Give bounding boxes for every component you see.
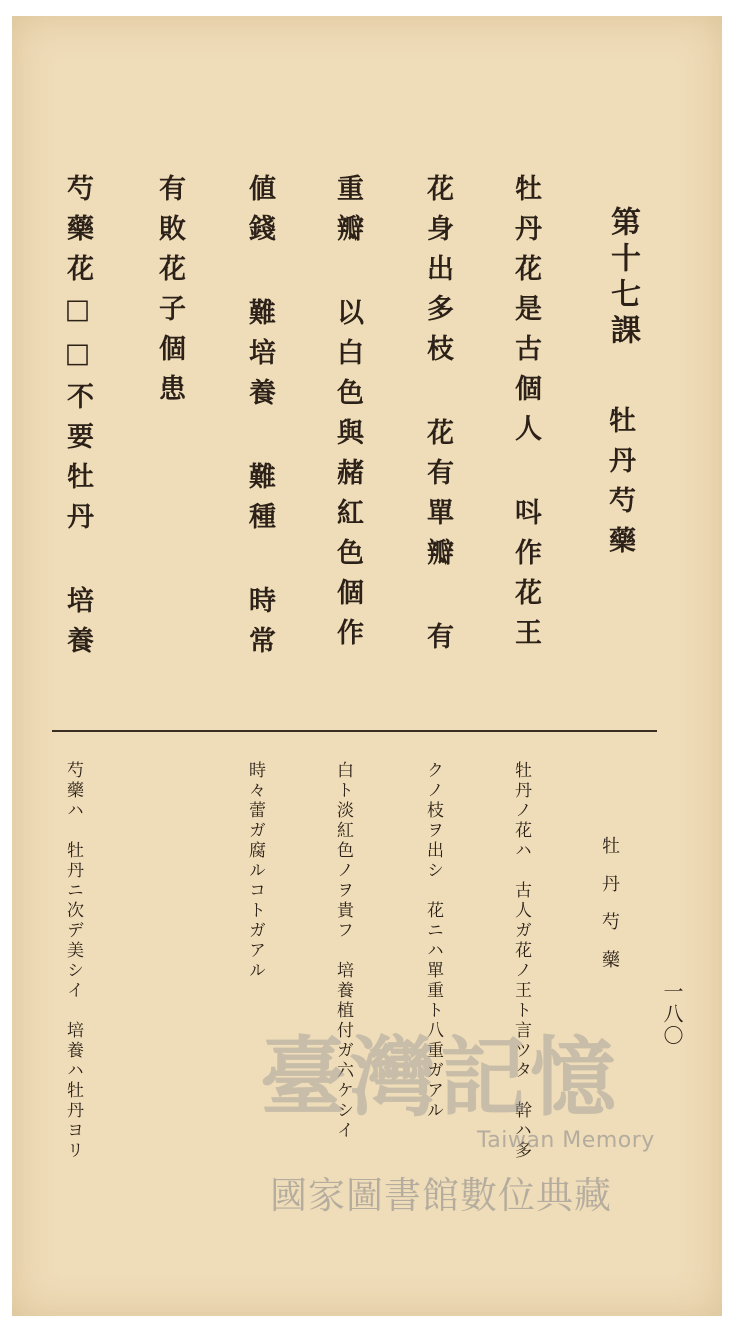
watermark-chinese: 國家圖書館數位典藏 bbox=[270, 1174, 612, 1217]
watermark-logo: 臺灣記憶 bbox=[260, 1027, 620, 1128]
translation-column-1: 牡丹ノ花ハ 古人ガ花ノ王ト言ツタ 幹ハ多 bbox=[511, 761, 531, 1161]
section-divider bbox=[52, 730, 657, 732]
lesson-subtitle: 牡丹芍藥 bbox=[604, 406, 635, 566]
watermark-english: Taiwan Memory bbox=[477, 1128, 655, 1153]
translation-column-4: 時々蕾ガ腐ルコトガアル bbox=[245, 761, 265, 981]
main-text-column-5: 有敗花子個患 bbox=[154, 174, 185, 414]
main-text-column-2: 花身出多枝 花有單瓣 有 bbox=[422, 174, 453, 662]
main-text-column-4: 値錢 難培養 難種 時常 bbox=[244, 174, 275, 666]
translation-column-5: 芍藥ハ 牡丹ニ次デ美シイ 培養ハ牡丹ヨリ bbox=[63, 761, 83, 1161]
translation-column-2: クノ枝ヲ出シ 花ニハ單重ト八重ガアル bbox=[423, 761, 443, 1121]
page-number: 一八〇 bbox=[660, 981, 684, 1047]
lesson-title: 第十七課 bbox=[605, 206, 640, 350]
main-text-column-6: 芍藥花□□不要牡丹 培養 bbox=[62, 174, 93, 666]
main-text-column-1: 牡丹花是古個人 呌作花王 bbox=[510, 174, 541, 658]
translation-title: 牡丹芍藥 bbox=[599, 836, 620, 988]
translation-column-3: 白ト淡紅色ノヲ貴フ 培養植付ガ六ケシイ bbox=[333, 761, 353, 1141]
main-text-column-3: 重瓣 以白色與赭紅色個作 bbox=[332, 174, 363, 658]
